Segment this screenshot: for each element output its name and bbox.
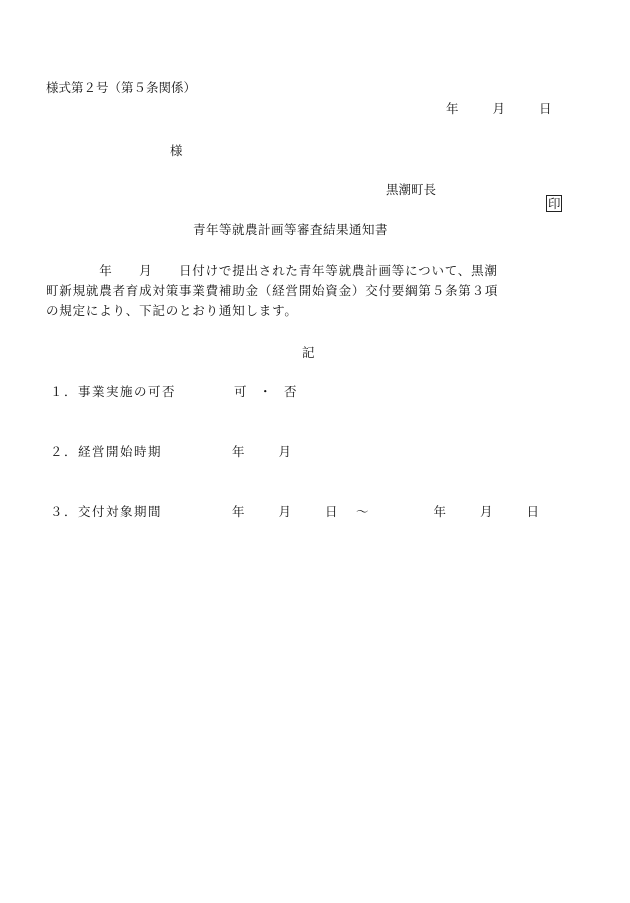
body-line-3: の規定により、下記のとおり通知します。 xyxy=(46,303,298,318)
ki-heading: 記 xyxy=(302,345,315,360)
issuer-name: 黒潮町長 xyxy=(386,182,437,197)
item-3-label: ３．交付対象期間 xyxy=(50,504,163,519)
seal-text: 印 xyxy=(547,196,561,211)
item-2-value: 年 月 xyxy=(232,444,295,459)
date-line: 年 月 日 xyxy=(446,101,555,116)
item-1-label: １．事業実施の可否 xyxy=(50,384,177,399)
item-2-label: ２．経営開始時期 xyxy=(50,444,163,459)
seal-mark xyxy=(538,180,562,212)
item-1-value: 可 ・ 否 xyxy=(234,384,297,399)
form-number: 様式第２号（第５条関係） xyxy=(46,80,197,95)
item-3-value: 年 月 日 ～ 年 月 日 xyxy=(232,504,543,519)
body-line-1: 年 月 日付けで提出された青年等就農計画等について、黒潮 xyxy=(46,263,498,278)
body-line-2: 町新規就農者育成対策事業費補助金（経営開始資金）交付要綱第５条第３項 xyxy=(46,283,499,298)
document-title: 青年等就農計画等審査結果通知書 xyxy=(193,222,389,237)
addressee-suffix: 様 xyxy=(170,143,183,158)
